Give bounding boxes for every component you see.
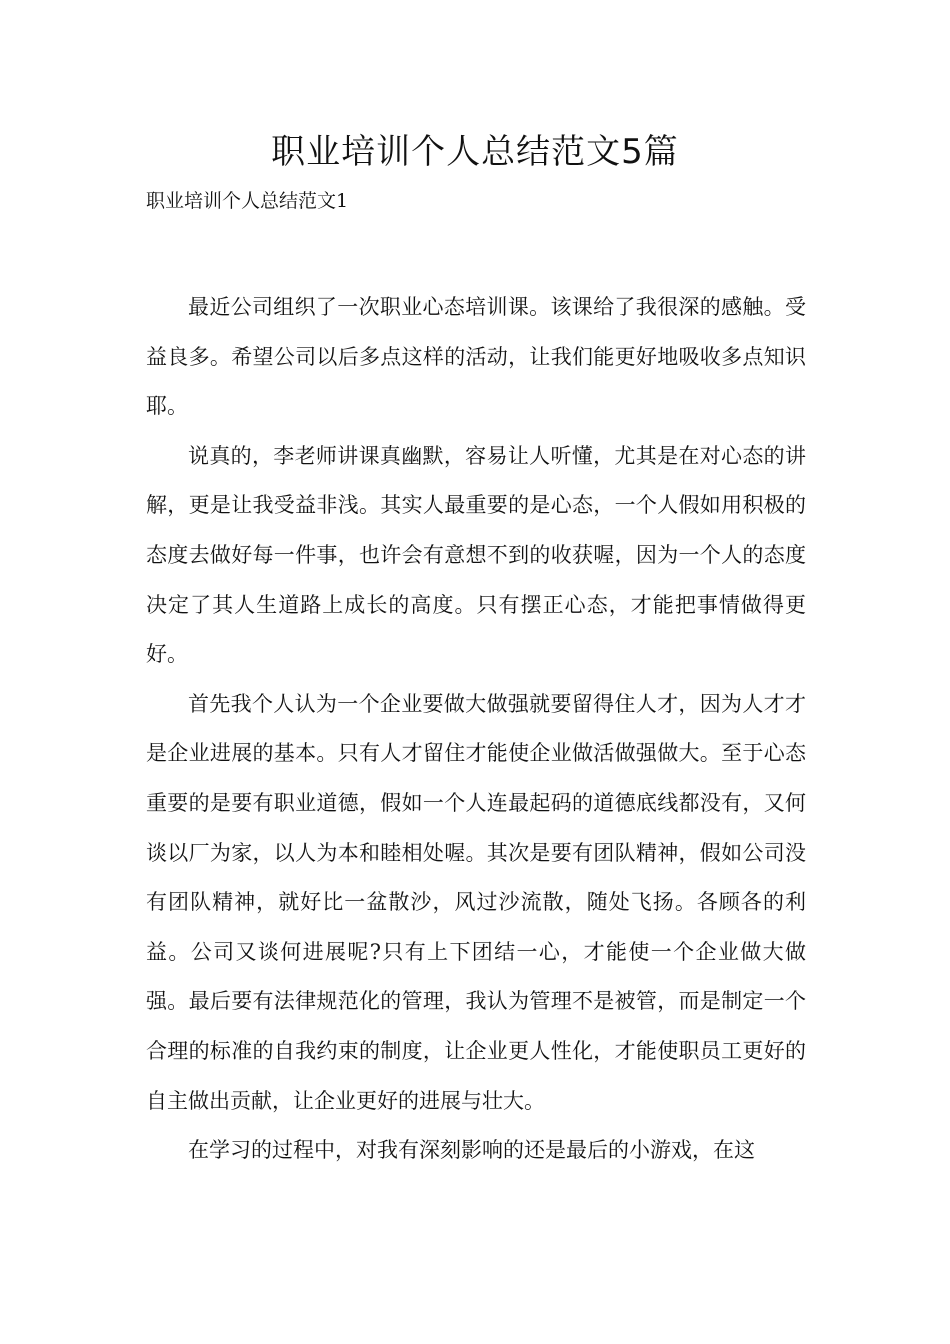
section-heading: 职业培训个人总结范文1 (146, 190, 349, 212)
paragraph: 首先我个人认为一个企业要做大做强就要留得住人才，因为人才才是企业进展的基本。只有人才留住才能使企业做活做强做大。至于心态重要的是要有职业道德，假如一个人连最起码的道德底线都没有，又何谈以厂为家，以人为本和睦相处喔。其次是要有团队精神，假如公司没有团队精神，就好比一盆散沙，风过沙流散，随处飞扬。各顾各的利益。公司又谈何进展呢?只有上下团结一心，才能使一个企业做大做强。最后要有法律规范化的管理，我认为管理不是被管，而是制定一个合理的标准的自我约束的制度，让企业更人性化，才能使职员工更好的自主做出贡献，让企业更好的进展与壮大。 (146, 691, 806, 1113)
paragraph: 在学习的过程中，对我有深刻影响的还是最后的小游戏，在这 (188, 1138, 755, 1163)
body-text (146, 283, 806, 1176)
paragraph: 最近公司组织了一次职业心态培训课。该课给了我很深的感触。受益良多。希望公司以后多点这样的活动，让我们能更好地吸收多点知识耶。 (146, 295, 806, 419)
document-title: 职业培训个人总结范文5篇 (271, 132, 679, 172)
paragraph: 说真的，李老师讲课真幽默，容易让人听懂，尤其是在对心态的讲解，更是让我受益非浅。其实人最重要的是心态，一个人假如用积极的态度去做好每一件事，也许会有意想不到的收获喔，因为一个人的态度决定了其人生道路上成长的高度。只有摆正心态，才能把事情做得更好。 (146, 443, 806, 667)
